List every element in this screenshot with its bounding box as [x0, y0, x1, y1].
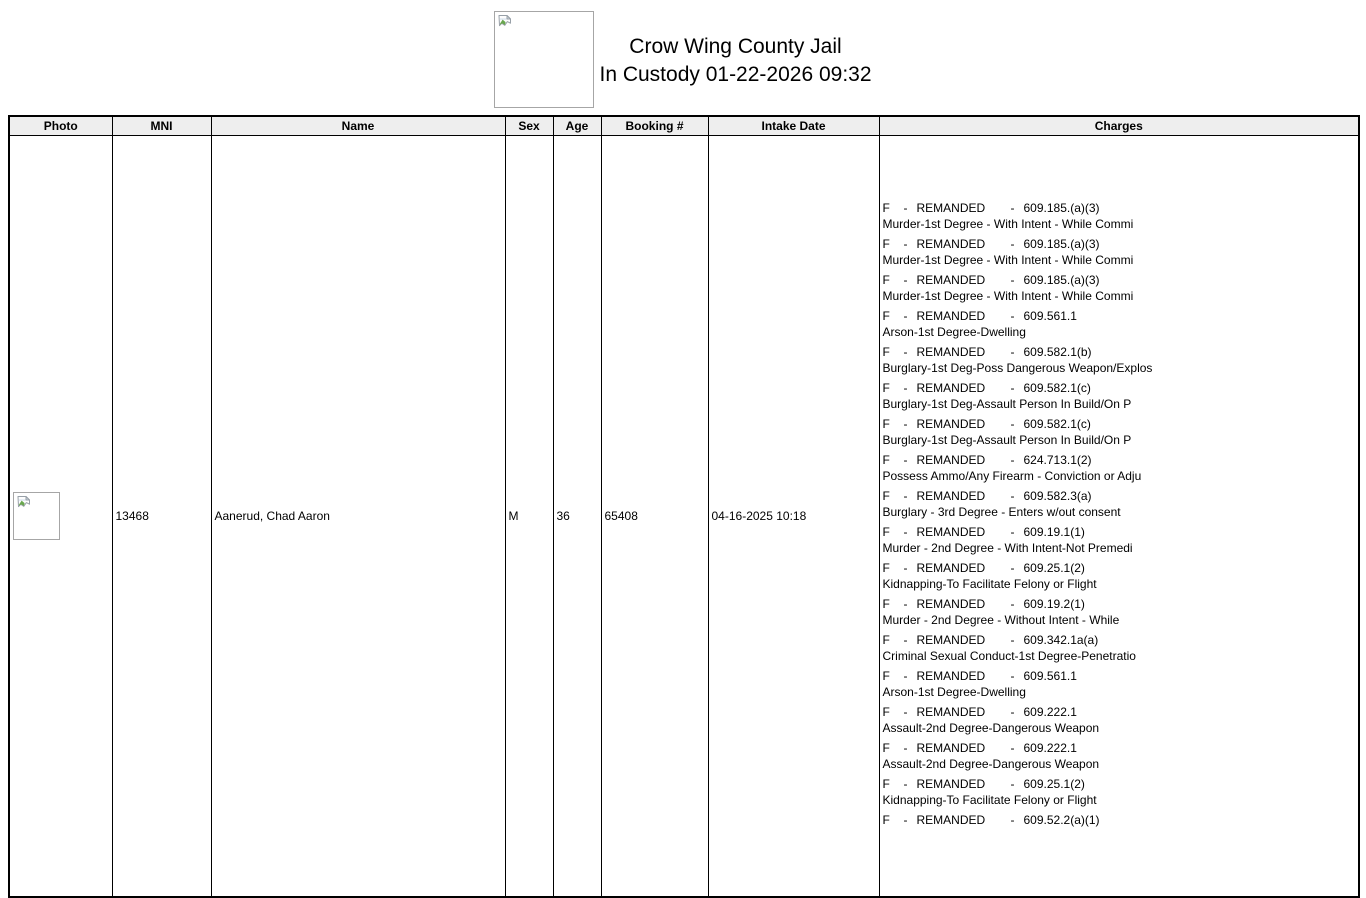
charge-statute: 609.582.1(c) [1023, 417, 1091, 431]
in-custody-table [8, 115, 1360, 898]
charge-separator: - [903, 453, 908, 467]
charges-list [883, 200, 1356, 828]
cell-intake-date: 04-16-2025 10:18 [708, 136, 879, 898]
charge-separator: - [903, 597, 908, 611]
report-title-line2: In Custody 01-22-2026 09:32 [599, 63, 872, 86]
charge-statute-line [883, 236, 1356, 252]
charge-statute-line [883, 740, 1356, 756]
charge-statute-line [883, 776, 1356, 792]
charge-separator: - [1010, 309, 1015, 323]
charge-severity: F [882, 417, 890, 431]
charge-description: Assault-2nd Degree-Dangerous Weapon [882, 721, 1100, 735]
charge-status: REMANDED [916, 597, 986, 611]
charge-statute: 609.19.1(1) [1023, 525, 1085, 539]
charge-severity: F [882, 669, 890, 683]
charge-item [883, 416, 1356, 448]
charge-statute: 609.561.1 [1023, 669, 1077, 683]
charge-description: Possess Ammo/Any Firearm - Conviction or Adju [882, 469, 1142, 483]
charge-separator: - [1010, 453, 1015, 467]
charge-separator: - [903, 705, 908, 719]
charge-description: Burglary - 3rd Degree - Enters w/out consent [882, 505, 1121, 519]
charge-status: REMANDED [916, 201, 986, 215]
charge-severity: F [882, 705, 890, 719]
charge-item [883, 236, 1356, 268]
charge-separator: - [1010, 741, 1015, 755]
charge-separator: - [1010, 561, 1015, 575]
charge-severity: F [882, 633, 890, 647]
charge-item [883, 524, 1356, 556]
cell-photo [9, 136, 112, 898]
charge-separator: - [1010, 813, 1015, 827]
col-header-charges: Charges [879, 116, 1359, 136]
charge-description: Assault-2nd Degree-Dangerous Weapon [882, 757, 1100, 771]
charge-statute: 609.25.1(2) [1023, 777, 1085, 791]
charge-item [883, 200, 1356, 232]
charge-status: REMANDED [916, 417, 986, 431]
charge-description: Burglary-1st Deg-Assault Person In Build/On P [882, 397, 1132, 411]
charge-separator: - [903, 273, 908, 287]
charge-statute-line [883, 344, 1356, 360]
charge-separator: - [903, 309, 908, 323]
charge-description: Burglary-1st Deg-Assault Person In Build/On P [882, 433, 1132, 447]
charge-statute-line [883, 308, 1356, 324]
charge-separator: - [903, 489, 908, 503]
charge-description: Kidnapping-To Facilitate Felony or Flight [882, 577, 1097, 591]
cell-sex: M [505, 136, 553, 898]
charge-statute-line [883, 452, 1356, 468]
cell-charges [879, 136, 1359, 898]
charge-severity: F [882, 741, 890, 755]
charge-separator: - [903, 381, 908, 395]
charge-statute-line [883, 380, 1356, 396]
charge-separator: - [1010, 237, 1015, 251]
photo-placeholder [13, 492, 60, 540]
charge-severity: F [882, 525, 890, 539]
charge-statute-line [883, 560, 1356, 576]
charge-item [883, 632, 1356, 664]
charge-separator: - [1010, 705, 1015, 719]
charge-status: REMANDED [916, 669, 986, 683]
charge-description: Murder - 2nd Degree - With Intent-Not Premedi [882, 541, 1133, 555]
charge-separator: - [1010, 597, 1015, 611]
charge-separator: - [1010, 201, 1015, 215]
charge-statute-line [883, 272, 1356, 288]
charge-status: REMANDED [916, 309, 986, 323]
charge-status: REMANDED [916, 525, 986, 539]
charge-description: Kidnapping-To Facilitate Felony or Flight [882, 793, 1097, 807]
charge-statute: 609.25.1(2) [1023, 561, 1085, 575]
charge-statute: 609.582.1(b) [1023, 345, 1092, 359]
charge-separator: - [1010, 525, 1015, 539]
charge-description: Murder-1st Degree - With Intent - While Commi [882, 217, 1134, 231]
charge-statute: 609.52.2(a)(1) [1023, 813, 1100, 827]
charge-statute: 609.19.2(1) [1023, 597, 1085, 611]
charge-statute: 609.222.1 [1023, 741, 1077, 755]
charge-separator: - [903, 777, 908, 791]
table-header-row [9, 116, 1359, 136]
charge-statute: 624.713.1(2) [1023, 453, 1092, 467]
charge-status: REMANDED [916, 813, 986, 827]
col-header-intake-date: Intake Date [708, 116, 879, 136]
charge-description: Burglary-1st Deg-Poss Dangerous Weapon/Explos [882, 361, 1153, 375]
charge-separator: - [1010, 489, 1015, 503]
charge-separator: - [903, 561, 908, 575]
charge-status: REMANDED [916, 705, 986, 719]
col-header-age: Age [553, 116, 601, 136]
charge-status: REMANDED [916, 237, 986, 251]
charge-statute-line [883, 812, 1356, 828]
charge-statute: 609.342.1a(a) [1023, 633, 1099, 647]
charge-statute: 609.582.1(c) [1023, 381, 1091, 395]
charge-statute-line [883, 704, 1356, 720]
charge-separator: - [903, 417, 908, 431]
col-header-photo: Photo [9, 116, 112, 136]
col-header-mni: MNI [112, 116, 211, 136]
charge-status: REMANDED [916, 273, 986, 287]
charge-separator: - [1010, 777, 1015, 791]
charge-severity: F [882, 273, 890, 287]
charge-severity: F [882, 237, 890, 251]
report-title-line1: Crow Wing County Jail [629, 35, 842, 58]
charge-separator: - [903, 525, 908, 539]
charge-separator: - [903, 237, 908, 251]
charge-statute: 609.185.(a)(3) [1023, 273, 1100, 287]
charge-separator: - [903, 669, 908, 683]
report-title [599, 11, 871, 89]
charge-status: REMANDED [916, 777, 986, 791]
charge-statute-line [883, 632, 1356, 648]
logo-placeholder [494, 11, 594, 108]
charge-description: Arson-1st Degree-Dwelling [882, 685, 1026, 699]
inmate-row [9, 136, 1359, 898]
charge-severity: F [882, 345, 890, 359]
charge-status: REMANDED [916, 345, 986, 359]
charge-separator: - [903, 201, 908, 215]
broken-image-icon [16, 495, 32, 511]
charge-statute: 609.185.(a)(3) [1023, 237, 1100, 251]
col-header-booking: Booking # [601, 116, 708, 136]
charge-status: REMANDED [916, 489, 986, 503]
charge-severity: F [882, 597, 890, 611]
charge-item [883, 488, 1356, 520]
charge-item [883, 380, 1356, 412]
charge-statute-line [883, 596, 1356, 612]
charge-separator: - [903, 741, 908, 755]
charge-status: REMANDED [916, 633, 986, 647]
charge-item [883, 560, 1356, 592]
charge-separator: - [1010, 417, 1015, 431]
charge-severity: F [882, 201, 890, 215]
charge-description: Murder-1st Degree - With Intent - While Commi [882, 289, 1134, 303]
charge-item [883, 344, 1356, 376]
cell-booking: 65408 [601, 136, 708, 898]
charge-statute-line [883, 524, 1356, 540]
charge-statute: 609.561.1 [1023, 309, 1077, 323]
cell-mni: 13468 [112, 136, 211, 898]
report-header [0, 0, 1366, 108]
charge-severity: F [882, 309, 890, 323]
charge-status: REMANDED [916, 741, 986, 755]
charge-separator: - [903, 633, 908, 647]
charge-severity: F [882, 381, 890, 395]
charge-statute: 609.582.3(a) [1023, 489, 1092, 503]
charge-statute: 609.185.(a)(3) [1023, 201, 1100, 215]
charge-item [883, 812, 1356, 828]
charge-statute-line [883, 488, 1356, 504]
charge-separator: - [1010, 633, 1015, 647]
charge-status: REMANDED [916, 453, 986, 467]
charge-severity: F [882, 561, 890, 575]
charge-description: Arson-1st Degree-Dwelling [882, 325, 1026, 339]
charge-separator: - [1010, 273, 1015, 287]
charge-separator: - [1010, 381, 1015, 395]
charge-severity: F [882, 453, 890, 467]
charge-item [883, 668, 1356, 700]
col-header-name: Name [211, 116, 505, 136]
charge-separator: - [1010, 345, 1015, 359]
charge-statute: 609.222.1 [1023, 705, 1077, 719]
charge-status: REMANDED [916, 381, 986, 395]
charge-statute-line [883, 416, 1356, 432]
charge-separator: - [903, 345, 908, 359]
charge-item [883, 704, 1356, 736]
charge-separator: - [903, 813, 908, 827]
charge-status: REMANDED [916, 561, 986, 575]
charge-statute-line [883, 200, 1356, 216]
col-header-sex: Sex [505, 116, 553, 136]
charge-description: Murder-1st Degree - With Intent - While Commi [882, 253, 1134, 267]
cell-age: 36 [553, 136, 601, 898]
charge-item [883, 452, 1356, 484]
charge-severity: F [882, 489, 890, 503]
charge-item [883, 740, 1356, 772]
charge-item [883, 776, 1356, 808]
cell-name: Aanerud, Chad Aaron [211, 136, 505, 898]
charge-item [883, 596, 1356, 628]
charge-item [883, 272, 1356, 304]
charge-statute-line [883, 668, 1356, 684]
charge-severity: F [882, 777, 890, 791]
charge-item [883, 308, 1356, 340]
charge-severity: F [882, 813, 890, 827]
charge-separator: - [1010, 669, 1015, 683]
charge-description: Criminal Sexual Conduct-1st Degree-Penetratio [882, 649, 1136, 663]
broken-image-icon [497, 14, 513, 30]
charge-description: Murder - 2nd Degree - Without Intent - While [882, 613, 1120, 627]
